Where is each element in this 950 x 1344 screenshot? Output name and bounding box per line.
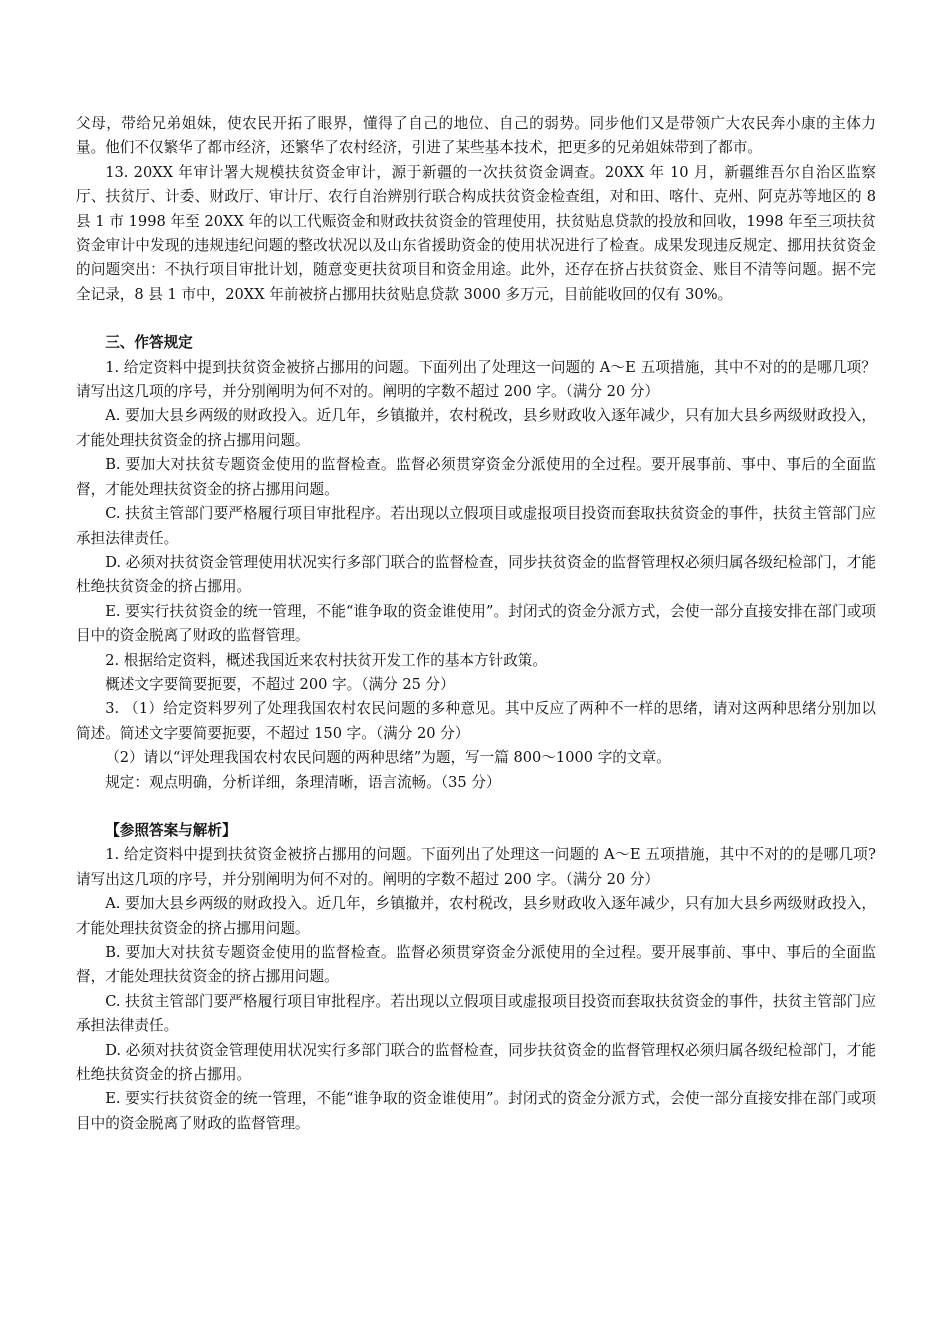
item-13-paragraph: 13. 20XX 年审计署大规模扶贫资金审计，源于新疆的一次扶贫资金调查。20XX 年 10 月，新疆维吾尔自治区监察厅、扶贫厅、计委、财政厅、审计厅、农行自治辨别行联合构成扶贫资金检查组，对和田、喀什、克州、阿克苏等地区的 8 县 1 市 1998 年至 20XX 年的以工代赈资金和财政扶贫资金的管理使用，扶贫贴息贷款的投放和回收，1998 年至三项扶贫资金审计中发现的违规违纪问题的整改状况以及山东省援助资金的使用状况进行了检查。成果发现违反规定、挪用扶贫资金的问题突出：不执行项目审批计划，随意变更扶贫项目和资金用途。此外，还存在挤占扶贫资金、账目不清等问题。据不完全记录，8 县 1 市中，20XX 年前被挤占挪用扶贫贴息贷款 3000 多万元，目前能收回的仅有 30%。 [76, 163, 876, 303]
requirement-option-a: A. 要加大县乡两级的财政投入。近几年，乡镇撤并，农村税改，县乡财政收入逐年减少，只有加大县乡两级财政投入，才能处理扶贫资金的挤占挪用问题。 [76, 407, 876, 449]
requirement-option-e: E. 要实行扶贫资金的统一管理，不能“谁争取的资金谁使用”。封闭式的资金分派方式，会使一部分直接安排在部门或项目中的资金脱离了财政的监督管理。 [76, 602, 876, 645]
section-gap [76, 795, 876, 819]
requirement-question-3-note: 规定：观点明确，分析详细，条理清晰，语言流畅。（35 分） [105, 773, 501, 791]
requirements-heading: 三、作答规定 [105, 334, 193, 352]
requirement-question-2: 2. 根据给定资料，概述我国近来农村扶贫开发工作的基本方针政策。 [105, 651, 547, 669]
requirement-question-2-note: 概述文字要简要扼要，不超过 200 字。（满分 25 分） [105, 675, 455, 693]
answers-heading: 【参照答案与解析】 [105, 821, 237, 839]
document-page [76, 112, 876, 1136]
requirement-option-d: D. 必须对扶贫资金管理使用状况实行多部门联合的监督检查，同步扶贫资金的监督管理权必须归属各级纪检部门，才能杜绝扶贫资金的挤占挪用。 [76, 553, 876, 596]
section-gap [76, 307, 876, 331]
requirement-question-3-part-2: （2）请以“评处理我国农村农民问题的两种思绪”为题，写一篇 800～1000 字的文章。 [105, 749, 671, 767]
requirement-option-b: B. 要加大对扶贫专题资金使用的监督检查。监督必须贯穿资金分派使用的全过程。要开展事前、事中、事后的全面监督，才能处理扶贫资金的挤占挪用问题。 [76, 456, 876, 498]
requirement-question-1: 1. 给定资料中提到扶贫资金被挤占挪用的问题。下面列出了处理这一问题的 A～E 五项措施，其中不对的的是哪几项？请写出这几项的序号，并分别阐明为何不对的。阐明的字数不超过 200 字。（满分 20 分） [76, 358, 876, 401]
intro-continuation-paragraph: 父母，带给兄弟姐妹，使农民开拓了眼界，懂得了自己的地位、自己的弱势。同步他们又是带领广大农民奔小康的主体力量。他们不仅繁华了都市经济，还繁华了农村经济，引进了某些基本技术，把更多的兄弟姐妹带到了都市。 [76, 115, 876, 157]
requirement-option-c: C. 扶贫主管部门要严格履行项目审批程序。若出现以立假项目或虚报项目投资而套取扶贫资金的事件，扶贫主管部门应承担法律责任。 [76, 505, 876, 547]
answer-option-d: D. 必须对扶贫资金管理使用状况实行多部门联合的监督检查，同步扶贫资金的监督管理权必须归属各级纪检部门，才能杜绝扶贫资金的挤占挪用。 [76, 1041, 876, 1084]
answer-option-b: B. 要加大对扶贫专题资金使用的监督检查。监督必须贯穿资金分派使用的全过程。要开展事前、事中、事后的全面监督，才能处理扶贫资金的挤占挪用问题。 [76, 944, 876, 986]
requirement-question-3-part-1: 3. （1）给定资料罗列了处理我国农村农民问题的多种意见。其中反应了两种不一样的思绪，请对这两种思绪分别加以简述。简述文字要简要扼要，不超过 150 字。（满分 20 分） [76, 700, 876, 742]
answer-option-e: E. 要实行扶贫资金的统一管理，不能“谁争取的资金谁使用”。封闭式的资金分派方式，会使一部分直接安排在部门或项目中的资金脱离了财政的监督管理。 [76, 1090, 876, 1132]
answer-question-1: 1. 给定资料中提到扶贫资金被挤占挪用的问题。下面列出了处理这一问题的 A～E 五项措施，其中不对的的是哪几项?请写出这几项的序号，并分别阐明为何不对的。阐明的字数不超过 200 字。（满分 20 分） [76, 846, 876, 888]
answer-option-a: A. 要加大县乡两级的财政投入。近几年，乡镇撤并，农村税改，县乡财政收入逐年减少，只有加大县乡两级财政投入，才能处理扶贫资金的挤占挪用问题。 [76, 895, 876, 937]
answer-option-c: C. 扶贫主管部门要严格履行项目审批程序。若出现以立假项目或虚报项目投资而套取扶贫资金的事件，扶贫主管部门应承担法律责任。 [76, 992, 876, 1035]
